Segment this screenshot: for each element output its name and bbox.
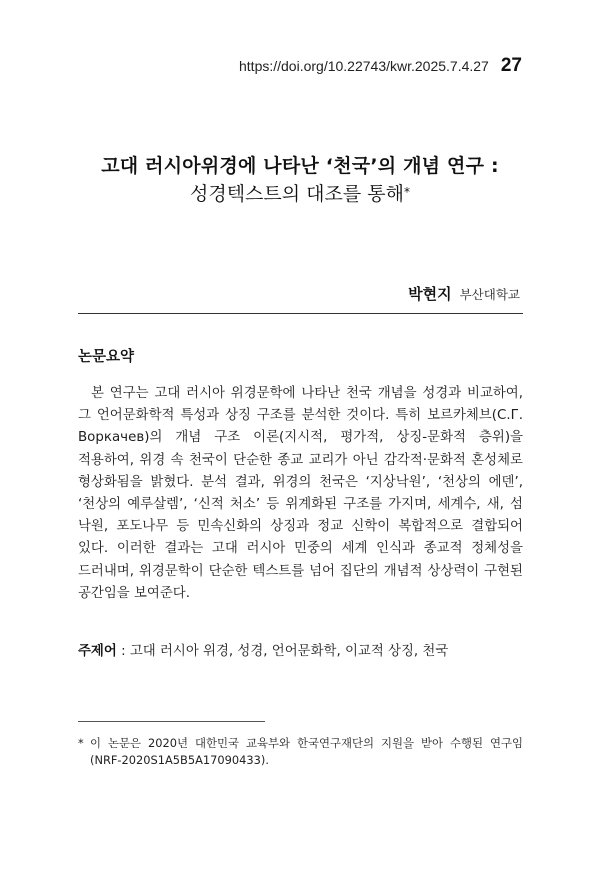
keywords-label: 주제어 xyxy=(78,644,117,659)
subtitle-text: 성경텍스트의 대조를 통해 xyxy=(190,183,404,205)
title-block xyxy=(0,153,600,207)
footnote-divider xyxy=(78,721,265,722)
article-subtitle xyxy=(0,179,600,207)
abstract-heading: 논문요약 xyxy=(78,349,135,365)
article-title: 고대 러시아위경에 나타난 ‘천국’의 개념 연구 : xyxy=(101,155,499,177)
keywords-line xyxy=(78,640,523,659)
footnote xyxy=(78,735,523,769)
footnote-mark: * xyxy=(78,736,84,750)
footnote-text: 이 논문은 2020년 대한민국 교육부와 한국연구재단의 지원을 받아 수행된 연구임 (NRF-2020S1A5B5A17090433). xyxy=(90,736,523,767)
funding-footnote-mark: * xyxy=(403,185,410,199)
running-header xyxy=(239,55,522,77)
doi-link[interactable]: https://doi.org/10.22743/kwr.2025.7.4.27 xyxy=(239,58,489,74)
keywords-separator: : xyxy=(116,644,130,659)
header-divider xyxy=(78,313,523,314)
author-name: 박현지 xyxy=(408,285,452,303)
abstract-body: 본 연구는 고대 러시아 위경문학에 나타난 천국 개념을 성경과 비교하여, 그 언어문화학적 특성과 상징 구조를 분석한 것이다. 특히 보르카체브(С.Г. Воркачев)의 개념 구조 이론(지시적, 평가적, 상징-문화적 층위)을 적용하여, 위경 속 천국이 단순한 종교 교리가 아닌 감각적·문화적 혼성체로 형상화됨을 밝혔다. 분석 결과, 위경의 천국은 ‘지상낙원’, ‘천상의 에덴’, ‘천상의 예루살렘’, ‘신적 처소’ 등 위계화된 구조를 가지며, 세계수, 새, 섬 낙원, 포도나무 등 민속신화의 상징과 정교 신학이 복합적으로 결합되어 있다. 이러한 결과는 고대 러시아 민중의 세계 인식과 종교적 정체성을 드러내며, 위경문학이 단순한 텍스트를 넘어 집단의 개념적 상상력이 구현된 공간임을 보여준다. xyxy=(78,386,523,601)
author-line xyxy=(408,283,520,304)
author-affiliation: 부산대학교 xyxy=(459,287,520,302)
keywords-text: 고대 러시아 위경, 성경, 언어문화학, 이교적 상징, 천국 xyxy=(129,644,449,659)
page-number: 27 xyxy=(500,55,522,76)
